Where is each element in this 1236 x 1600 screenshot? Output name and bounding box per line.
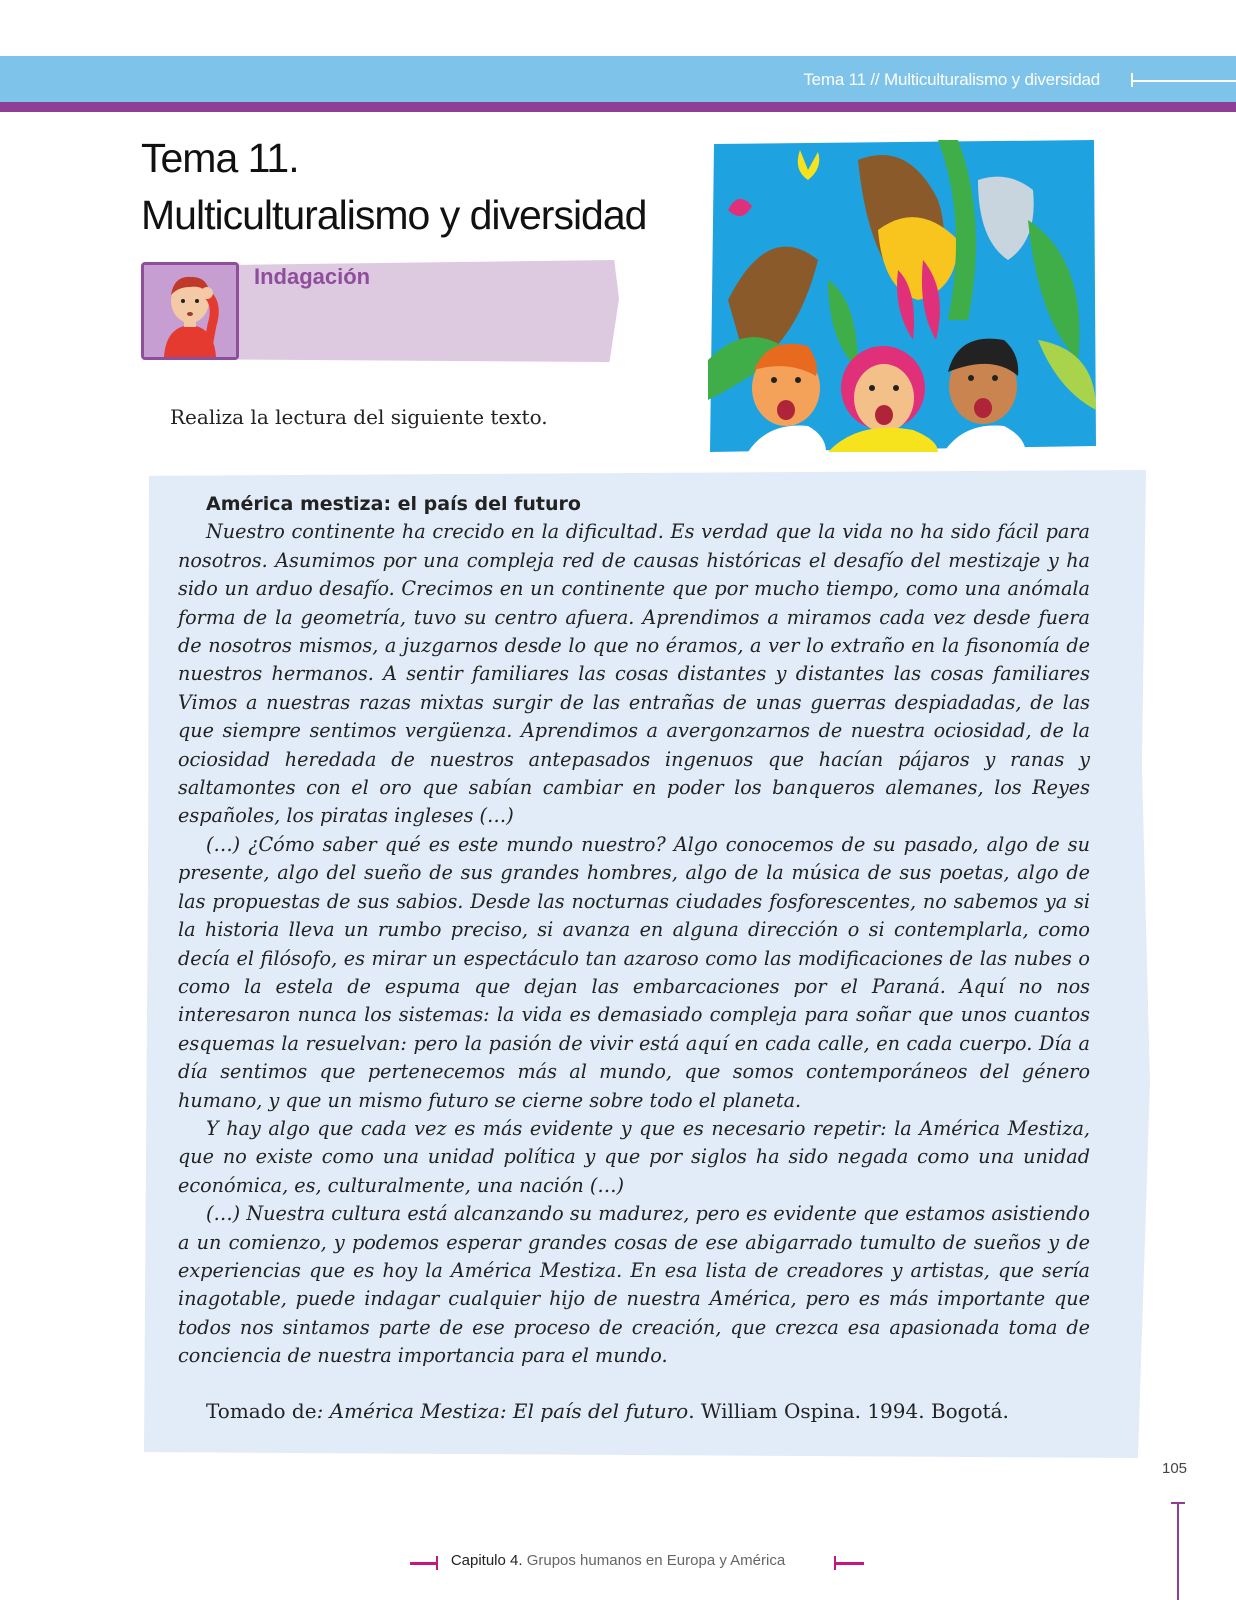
page-title-line-2: Multiculturalismo y diversidad: [141, 192, 647, 238]
footer-chapter: Capitulo 4.: [450, 1552, 523, 1569]
running-title: Tema 11 // Multiculturalismo y diversidad: [803, 70, 1100, 89]
reading-paragraph-1: Nuestro continente ha crecido en la dificultad. Es verdad que la vida no ha sido fácil para nosotros. Asumimos por una compleja red de causas históricas el desafío del mestizaje y ha sido un arduo desafío. Crecimos en un continente que por mucho tiempo, como una anómala forma de la geometría, tuvo su centro afuera. Aprendimos a miramos cada vez desde fuera de nosotros mismos, a juzgarnos desde lo que no éramos, a ver lo extraño en la fisonomía de nuestros hermanos. A sentir familiares las cosas distantes y distantes las cosas familiares Vimos a nuestras razas mixtas surgir de las entrañas de unas guerras despiadadas, de las que siempre sentimos vergüenza. Aprendimos a avergonzarnos de nuestra ociosidad, de la ociosidad heredada de nuestros antepasados ingenuos que hacían pájaros y ranas y saltamontes con el oro que sabían cambiar en poder los banqueros alemanes, los Reyes españoles, los piratas ingleses (…): [178, 520, 1090, 828]
source-prefix: Tomado de: [206, 1398, 317, 1423]
reading-text: [178, 490, 1090, 1425]
reading-paragraph-3: Y hay algo que cada vez es más evidente y que es necesario repetir: la América Mestiza, que no existe como una unidad política y que por siglos ha sido negada como una unidad económica, es, culturalmente, una nación (…): [178, 1116, 1090, 1197]
reading-paragraph-4: (…) Nuestra cultura está alcanzando su madurez, pero es evidente que estamos asistiendo a un comienzo, y podemos esperar grandes cosas de ese abigarrado tumulto de sueños y de experiencias que es hoy la América Mestiza. En esa lista de creadores y artistas, que sería inagotable, puede indagar cualquier hijo de nuestra América, pero es más importante que todos nos sintamos parte de ese proceso de creación, que crezca esa apasionada toma de conciencia de nuestra importancia para el mundo.: [178, 1202, 1090, 1368]
children-animals-jungle-illustration: [708, 140, 1096, 452]
source-title: : América Mestiza: El país del futuro: [316, 1398, 689, 1423]
footer-chapter-title: Grupos humanos en Europa y América: [526, 1552, 786, 1569]
thinking-boy-icon: [141, 262, 239, 360]
source-citation: [178, 1397, 1090, 1425]
reading-title: América mestiza: el país del futuro: [206, 493, 581, 515]
reading-paragraph-2: (…) ¿Cómo saber qué es este mundo nuestro? Algo conocemos de su pasado, algo de su presente, algo del sueño de sus grandes hombres, algo de la música de sus poetas, algo de las propuestas de sus sabios. Desde las nocturnas ciudades fosforescentes, no sabemos ya si la historia lleva un rumbo preciso, si avanza en alguna dirección o si contemplarla, como decía el filósofo, es mirar un espectáculo tan azaroso como las modificaciones de las nubes o como la estela de espuma que dejan las embarcaciones por el Paraná. Aquí no nos interesaron nunca los sistemas: la vida es demasiado compleja para soñar que unos cuantos esquemas la resuelvan: pero la pasión de vivir está aquí en cada calle, en cada cuerpo. Día a día sentimos que pertenecemos más al mundo, que somos contemporáneos del género humano, y que un mismo futuro se cierne sobre todo el planeta.: [178, 832, 1090, 1112]
page-title: [141, 130, 646, 244]
indagacion-label: Indagación: [254, 264, 371, 289]
side-rule: [1177, 1502, 1179, 1600]
header-stripe: [0, 102, 1236, 112]
footer-right-dash: [836, 1562, 864, 1565]
page-number: 105: [1162, 1460, 1188, 1477]
page-title-line-1: Tema 11.: [141, 135, 299, 181]
header-rule: [1133, 80, 1236, 82]
footer: [0, 1552, 1236, 1569]
instruction-text: Realiza la lectura del siguiente texto.: [170, 405, 548, 429]
source-suffix: . William Ospina. 1994. Bogotá.: [688, 1398, 1009, 1423]
